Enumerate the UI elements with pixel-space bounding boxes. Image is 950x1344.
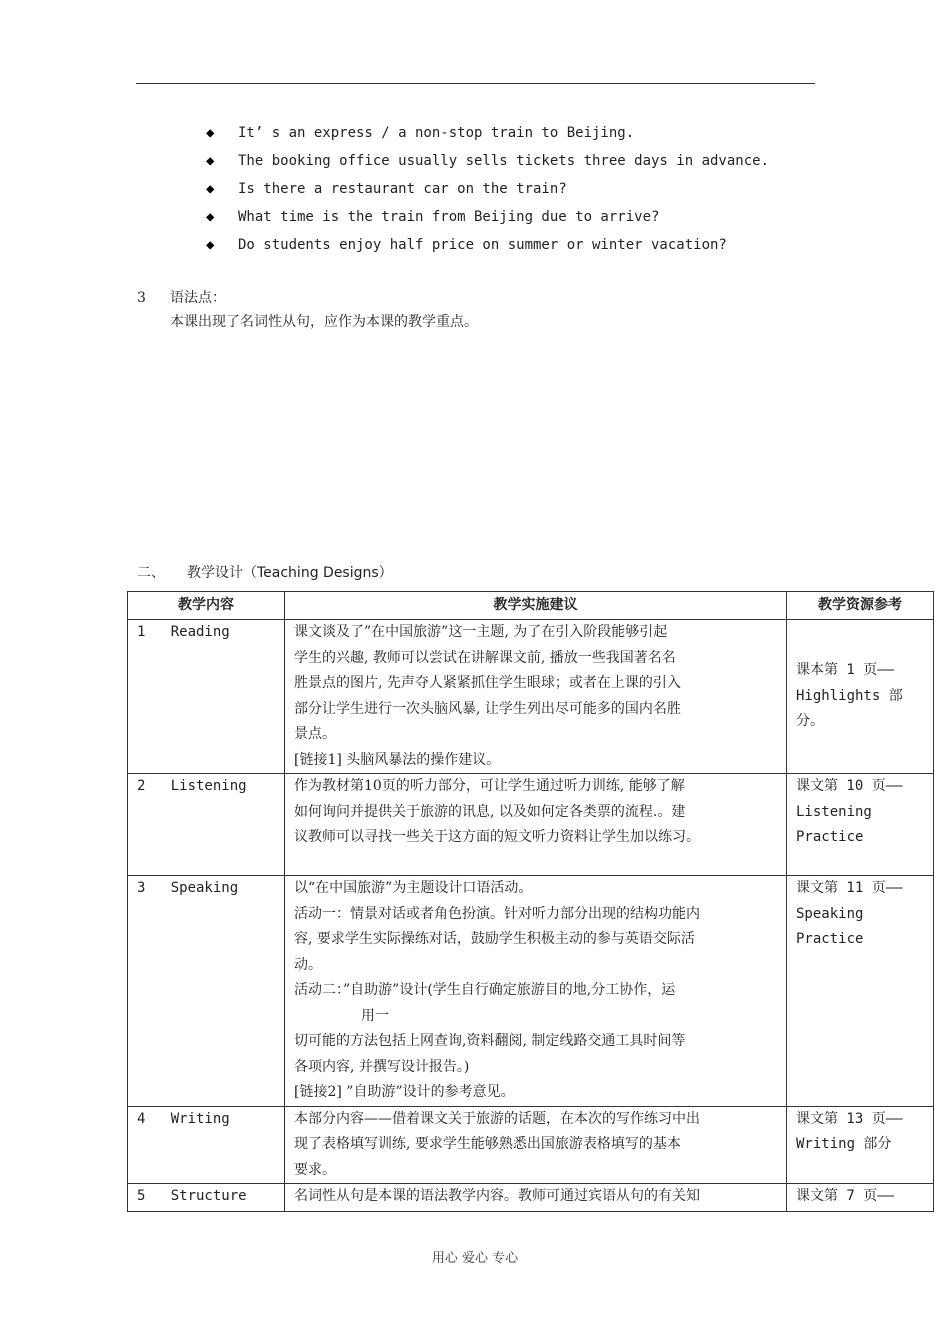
list-item	[206, 205, 769, 233]
resource-cell	[787, 620, 934, 774]
content-cell: 1 Reading	[128, 620, 285, 774]
teaching-design-table	[127, 591, 934, 1212]
table-row	[128, 876, 934, 1107]
sentence-text: What time is the train from Beijing due to arrive?	[238, 209, 660, 225]
sentence-text: Is there a restaurant car on the train?	[238, 181, 567, 197]
diamond-bullet-icon: ◆	[206, 125, 215, 141]
list-item	[206, 233, 769, 261]
table-header-row	[128, 592, 934, 620]
section-body: 本课出现了名词性从句，应作为本课的教学重点。	[170, 314, 478, 330]
cell-line: 课文谈及了”在中国旅游”这一主题, 为了在引入阶段能够引起	[294, 624, 668, 640]
cell-line: 课文第 7 页——	[796, 1188, 895, 1204]
resource-cell	[787, 1106, 934, 1184]
cell-line: 分。	[796, 713, 824, 730]
cell-line: [链接1] 头脑风暴法的操作建议。	[294, 751, 501, 768]
diamond-bullet-icon: ◆	[206, 209, 215, 225]
teaching-design-heading	[137, 563, 393, 583]
sentence-text: The booking office usually sells tickets three days in advance.	[238, 153, 770, 169]
table-row	[128, 1106, 934, 1184]
content-cell: 4 Writing	[128, 1106, 285, 1184]
section-title: 语法点：	[170, 290, 226, 306]
list-item	[206, 177, 769, 205]
cell-line: 景点。	[294, 726, 336, 742]
table-row	[128, 1184, 934, 1212]
table-row	[128, 620, 934, 774]
cell-line: 课文第 11 页——	[796, 880, 903, 896]
list-item	[206, 121, 769, 149]
suggestion-cell	[285, 620, 787, 774]
diamond-bullet-icon: ◆	[206, 153, 215, 169]
cell-line: 如何询问并提供关于旅游的讯息, 以及如何定各类票的流程.。建	[294, 803, 686, 820]
cell-line: 学生的兴趣, 教师可以尝试在讲解课文前, 播放一些我国著名名	[294, 649, 676, 666]
cell-line: 用一	[361, 1007, 389, 1024]
diamond-bullet-icon: ◆	[206, 237, 215, 253]
cell-line: 本部分内容——借着课文关于旅游的话题，在本次的写作练习中出	[294, 1110, 700, 1127]
cell-line: 动。	[294, 956, 322, 973]
cell-line: 胜景点的图片, 先声夺人紧紧抓住学生眼球；或者在上课的引入	[294, 675, 681, 691]
cell-line: 以“在中国旅游”为主题设计口语活动。	[294, 880, 533, 896]
cell-line: Writing 部分	[796, 1136, 892, 1152]
list-item	[206, 149, 769, 177]
header-rule	[136, 83, 815, 84]
cell-line: 议教师可以寻找一些关于这方面的短文听力资料让学生加以练习。	[294, 829, 700, 845]
cell-line: Highlights 部	[796, 687, 903, 704]
cell-line: 现了表格填写训练, 要求学生能够熟悉出国旅游表格填写的基本	[294, 1136, 681, 1152]
sentence-text: Do students enjoy half price on summer or winter vacation?	[238, 237, 727, 253]
cell-line: 活动二：”自助游”设计(学生自行确定旅游目的地,分工协作，运	[294, 982, 676, 998]
resource-cell	[787, 1184, 934, 1212]
page-footer: 用心 爱心 专心	[431, 1251, 519, 1266]
diamond-bullet-icon: ◆	[206, 181, 215, 197]
cell-line: 切可能的方法包括上网查询,资料翻阅, 制定线路交通工具时间等	[294, 1033, 686, 1049]
cell-line: Practice	[796, 829, 864, 845]
content-cell: 2 Listening	[128, 774, 285, 876]
section-number: 二、	[137, 565, 165, 581]
content-cell: 3 Speaking	[128, 876, 285, 1107]
cell-line: [链接2] ”自助游”设计的参考意见。	[294, 1084, 515, 1100]
cell-line: 要求。	[294, 1161, 336, 1178]
column-header: 教学资源参考	[787, 592, 934, 620]
resource-cell	[787, 774, 934, 876]
cell-line: 课文第 13 页——	[796, 1110, 903, 1127]
table-row	[128, 774, 934, 876]
cell-line: 各项内容, 并撰写设计报告。)	[294, 1058, 470, 1075]
column-header: 教学实施建议	[285, 592, 787, 620]
content-cell: 5 Structure	[128, 1184, 285, 1212]
cell-line: 名词性从句是本课的语法教学内容。教师可通过宾语从句的有关知	[294, 1188, 700, 1204]
cell-line: Practice	[796, 931, 864, 947]
cell-line: 课本第 1 页——	[796, 662, 895, 679]
cell-line: 部分让学生进行一次头脑风暴, 让学生列出尽可能多的国内名胜	[294, 700, 681, 717]
column-header: 教学内容	[128, 592, 285, 620]
section-title: 教学设计（Teaching Designs）	[187, 565, 393, 581]
cell-line: 活动一：情景对话或者角色扮演。针对听力部分出现的结构功能内	[294, 905, 700, 922]
cell-line: Listening	[796, 803, 872, 820]
suggestion-cell	[285, 1184, 787, 1212]
sentence-list	[206, 121, 769, 261]
suggestion-cell	[285, 876, 787, 1107]
resource-cell	[787, 876, 934, 1107]
cell-line: 作为教材第10页的听力部分，可让学生通过听力训练, 能够了解	[294, 778, 685, 794]
section-number: 3	[137, 290, 146, 306]
cell-line: 容, 要求学生实际操练对话，鼓励学生积极主动的参与英语交际活	[294, 931, 695, 947]
sentence-text: It’ s an express / a non-stop train to Beijing.	[238, 125, 635, 141]
cell-line: Speaking	[796, 905, 864, 922]
cell-line: 课文第 10 页——	[796, 778, 903, 794]
suggestion-cell	[285, 774, 787, 876]
suggestion-cell	[285, 1106, 787, 1184]
